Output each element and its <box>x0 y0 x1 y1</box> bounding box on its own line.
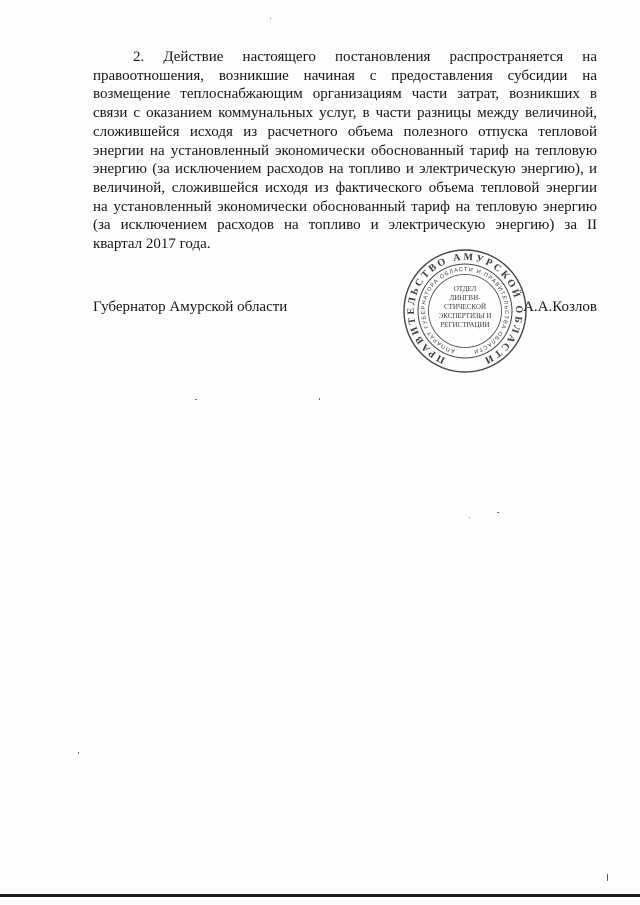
signatory-position: Губернатор Амурской области <box>93 299 288 315</box>
paragraph-line: энергию (за исключением расходов на топливо и электрическую энергию), и <box>93 161 597 178</box>
paragraph-line: 2. Действие настоящего постановления распространяется на <box>133 49 597 65</box>
stamp-center-line: СТИЧЕСКОЙ <box>443 303 487 311</box>
official-stamp <box>399 245 531 377</box>
paragraph-line: (за исключением расходов на топливо и электрическую энергию) за II <box>93 217 597 234</box>
paragraph-line: энергии на установленный экономически обоснованный тариф на тепловую <box>93 142 597 159</box>
stamp-center-line: ЛИНГВИ- <box>449 294 481 302</box>
signatory-name: А.А.Козлов <box>523 299 597 315</box>
scan-bottom-edge <box>0 894 640 897</box>
paragraph-line: связи с оказанием коммунальных услуг, в части разницы между величиной, <box>93 105 597 122</box>
stamp-middle-circle <box>418 264 512 358</box>
stamp-inner-ring-text: АППАРАТ ГУБЕРНАТОРА ОБЛАСТИ И ПРАВИТЕЛЬСТВА ОБЛАСТИ <box>420 266 510 354</box>
scan-speck <box>497 512 499 513</box>
stamp-center-text <box>439 285 492 329</box>
scan-speck <box>469 517 470 518</box>
paragraph-line: величиной, сложившейся исходя из фактического объема тепловой энергии <box>93 179 597 196</box>
stamp-center-line: РЕГИСТРАЦИИ <box>440 321 490 329</box>
scan-speck <box>319 398 320 400</box>
paragraph-line: возмещение теплоснабжающим организациям части затрат, возникших в <box>93 86 597 103</box>
paragraph-line: квартал 2017 года. <box>93 236 211 253</box>
scan-speck <box>607 874 608 881</box>
stamp-center-line: ОТДЕЛ <box>453 285 477 293</box>
scan-speck <box>270 18 271 19</box>
paragraph-line: на установленный экономически обоснованный тариф на тепловую энергию <box>93 198 597 215</box>
stamp-center-line: ЭКСПЕРТИЗЫ И <box>438 312 492 320</box>
paragraph-2 <box>93 48 597 254</box>
scan-speck <box>78 752 79 754</box>
paragraph-line: сложившейся исходя из расчетного объема полезного отпуска тепловой <box>93 123 597 140</box>
paragraph-line: правоотношения, возникшие начиная с предоставления субсидии на <box>93 67 597 84</box>
scan-speck <box>195 399 197 400</box>
stamp-outer-ring-text: ПРАВИТЕЛЬСТВО АМУРСКОЙ ОБЛАСТИ <box>405 251 525 366</box>
